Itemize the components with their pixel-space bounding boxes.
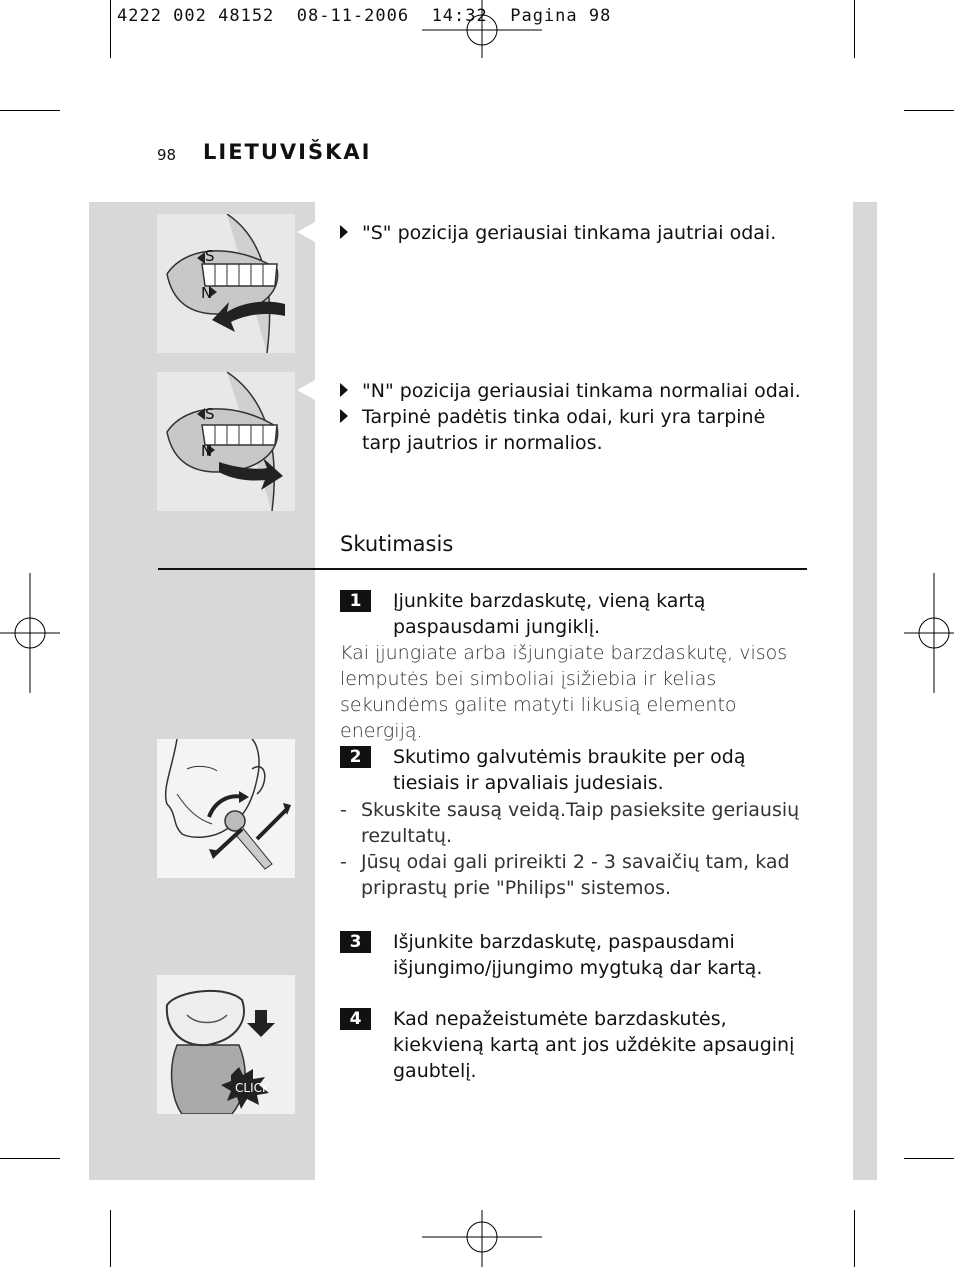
bullet-icon [340,383,348,397]
tip-item: - Jūsų odai gali prireikti 2 - 3 savaičių tam, kad priprastų prie "Philips" sistemos. [340,851,790,899]
heading-rule [158,568,807,570]
shaving-face-illustration [157,739,295,878]
page-number: 98 [157,146,177,164]
step-number: 1 [340,590,371,612]
bullet-item: "N" pozicija geriausiai tinkama normaliai odai. [340,378,810,404]
bullet-item: Tarpinė padėtis tinka odai, kuri yra tarpinė tarp jautrios ir normalios. [340,404,780,456]
n-label: N [201,284,213,302]
s-label: S [205,247,215,265]
s-label: S [205,405,215,423]
s-setting-illustration [157,214,295,353]
click-label: CLICK [235,1081,270,1095]
protection-cap-illustration [157,975,295,1114]
step-number: 3 [340,931,371,953]
step-number: 2 [340,746,371,768]
step-note: Kai įjungiate arba išjungiate barzdaskutę, visos lemputės bei simboliai įsižiebia ir kelias sekundėms galite matyti likusią elemento energiją. [340,642,788,742]
tip-item: - Skuskite sausą veidą.Taip pasieksite geriausių rezultatų. [340,799,800,847]
section-title: LIETUVIŠKAI [203,140,372,164]
bullet-item: "S" pozicija geriausiai tinkama jautriai odai. [340,220,810,246]
section-heading: Skutimasis [340,532,454,556]
step-text: Išjunkite barzdaskutę, paspausdami išjungimo/įjungimo mygtuką dar kartą. [393,931,763,979]
step-text: Kad nepažeistumėte barzdaskutės, kiekvieną kartą ant jos uždėkite apsauginį gaubtelį. [393,1008,795,1082]
notch [297,222,315,242]
print-slug: 4222 002 48152 08-11-2006 14:32 Pagina 98 [117,6,612,26]
notch [297,380,315,400]
step-number: 4 [340,1008,371,1030]
step-text: Įjunkite barzdaskutę, vieną kartą paspausdami jungiklį. [393,590,706,638]
step-text: Skutimo galvutėmis braukite per odą tiesiais ir apvaliais judesiais. [393,746,746,794]
bullet-icon [340,225,348,239]
n-setting-illustration [157,372,295,511]
right-grey-column [853,202,877,1180]
bullet-icon [340,409,348,423]
n-label: N [201,442,213,460]
